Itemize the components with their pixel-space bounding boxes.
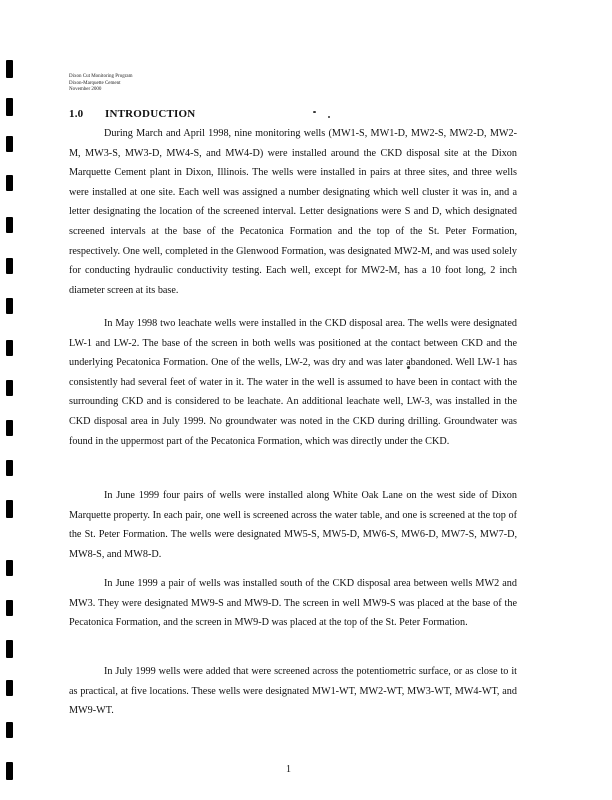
- header-line: Dixon Cut Monitoring Program: [69, 74, 133, 79]
- header-line: November 2000: [69, 87, 102, 92]
- section-title: INTRODUCTION: [105, 108, 196, 120]
- paragraph: In June 1999 four pairs of wells were installed along White Oak Lane on the west side of Dixon Marquette property. In each pair, one well is screened across the water table, and one is screened at the top of the St. Peter Formation. The wells were designated MW5-S, MW5-D, MW6-S, MW6-D, MW7-S, MW7-D, MW8-S, and MW8-D.: [69, 490, 517, 560]
- paragraph: In May 1998 two leachate wells were installed in the CKD disposal area. The wells were designated LW-1 and LW-2. The base of the screen in both wells was positioned at the contact between CKD and the underlying Pecatonica Formation. One of the wells, LW-2, was dry and was later abandoned. Well LW-1 has consistently had several feet of water in it. The water in the well is assumed to have been in contact with the surrounding CKD and is considered to be leachate. An additional leachate well, LW-3, was installed in the CKD disposal area in July 1999. No groundwater was noted in the CKD during drilling. Groundwater was found in the uppermost part of the Pecatonica Formation, which was directly under the CKD.: [69, 318, 517, 447]
- binding-mark: [6, 600, 13, 616]
- binding-mark: [6, 98, 13, 116]
- scan-speck: [313, 111, 316, 113]
- binding-mark: [6, 460, 13, 476]
- binding-mark: [6, 560, 13, 576]
- binding-mark: [6, 640, 13, 658]
- binding-mark: [6, 217, 13, 233]
- binding-mark: [6, 136, 13, 152]
- header-line: Dixon-Marquette Cement: [69, 80, 121, 86]
- binding-mark: [6, 722, 13, 738]
- page-number: 1: [286, 764, 291, 775]
- binding-mark: [6, 762, 13, 780]
- binding-mark: [6, 258, 13, 274]
- section-number: 1.0: [69, 108, 84, 120]
- scan-speck: [328, 116, 330, 118]
- paragraph: In July 1999 wells were added that were screened across the potentiometric surface, or as close to it as practical, at five locations. These wells were designated MW1-WT, MW2-WT, MW3-WT, MW4-WT, and MW9-WT.: [69, 666, 517, 717]
- binding-mark: [6, 680, 13, 696]
- paragraph: In June 1999 a pair of wells was installed south of the CKD disposal area between wells MW2 and MW3. They were designated MW9-S and MW9-D. The screen in well MW9-S was placed at the base of the Pecatonica Formation, and the screen in MW9-D was placed at the top of the St. Peter Formation.: [69, 578, 517, 629]
- binding-mark: [6, 380, 13, 396]
- paragraph: During March and April 1998, nine monitoring wells (MW1-S, MW1-D, MW2-S, MW2-D, MW2-M, MW3-S, MW3-D, MW4-S, and MW4-D) were installed around the CKD disposal site at the Dixon Marquette Cement plant in Dixon, Illinois. The wells were installed in pairs at three sites, and three wells were installed at one site. Each well was assigned a number designating which well cluster it was in, and a letter designating the location of the screened interval. Letter designations were S and D, which designated screened intervals at the base of the Pecatonica Formation and the top of the St. Peter Formation, respectively. One well, completed in the Glenwood Formation, was designated MW2-M, and was used solely for conducting hydraulic conductivity testing. Each well, except for MW2-M, has a 10 foot long, 2 inch diameter screen at its base.: [69, 128, 517, 296]
- binding-mark: [6, 175, 13, 191]
- binding-mark: [6, 60, 13, 78]
- binding-mark: [6, 500, 13, 518]
- binding-mark: [6, 298, 13, 314]
- binding-mark: [6, 340, 13, 356]
- document-header: [69, 74, 132, 94]
- binding-mark: [6, 420, 13, 436]
